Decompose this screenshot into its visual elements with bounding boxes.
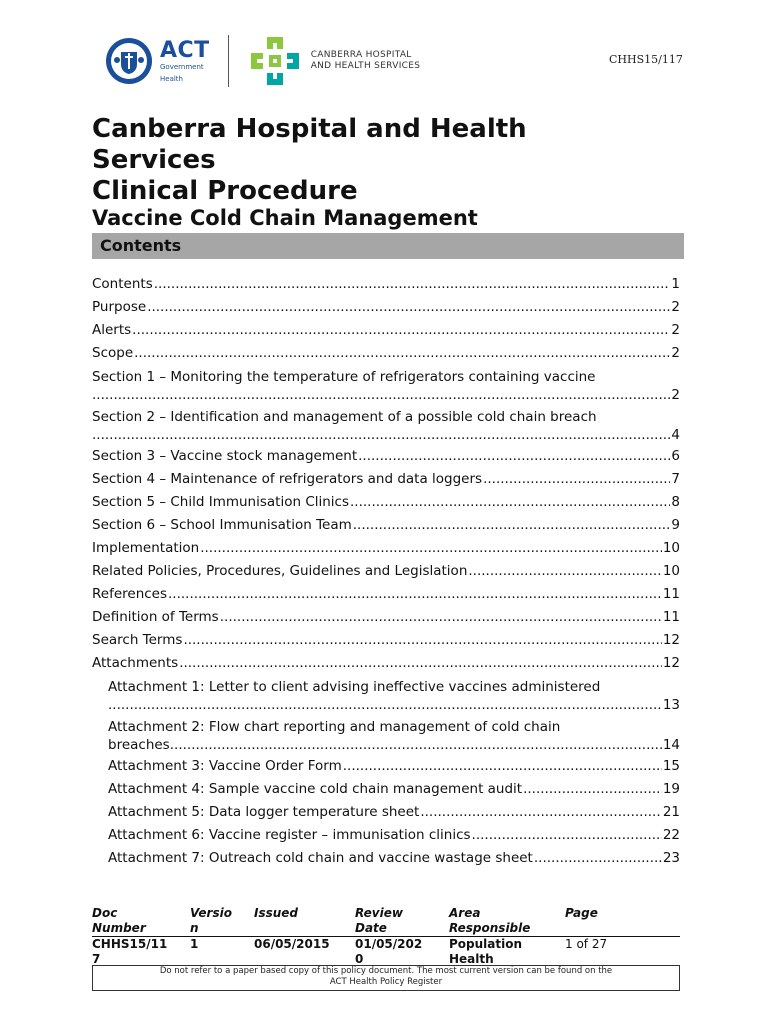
toc-entry-page: 23 xyxy=(662,850,680,866)
toc-entry-page: 12 xyxy=(662,632,680,648)
toc-leader xyxy=(108,697,663,713)
toc-entry-label: Attachment 6: Vaccine register – immunisation clinics xyxy=(108,827,471,843)
footer-header-cell xyxy=(565,906,665,936)
toc-leader xyxy=(92,427,671,443)
toc-entry[interactable] xyxy=(92,368,680,408)
toc-entry-label: Section 5 – Child Immunisation Clinics xyxy=(92,494,350,510)
toc-leader xyxy=(353,517,671,533)
toc-leader xyxy=(472,827,662,843)
toc-leader xyxy=(200,540,662,556)
toc-entry[interactable] xyxy=(92,632,680,655)
act-logo-government: Government xyxy=(160,62,204,71)
toc-leader xyxy=(147,299,670,315)
footer-header-cell xyxy=(92,906,190,936)
footer-value-cell xyxy=(565,937,665,967)
chs-logo xyxy=(247,33,421,89)
contents-heading-bar xyxy=(92,233,684,259)
toc-entry[interactable] xyxy=(92,408,680,448)
toc-entry-label: Attachment 1: Letter to client advising ineffective vaccines administered xyxy=(108,679,601,695)
title-line-2: Services xyxy=(92,145,216,175)
title-line-1: Canberra Hospital and Health xyxy=(92,114,527,144)
toc-entry-page: 22 xyxy=(662,827,680,843)
toc-entry-page: 21 xyxy=(662,804,680,820)
act-logo-text: ACT xyxy=(160,37,210,63)
toc-entry[interactable] xyxy=(92,471,680,494)
toc-entry[interactable] xyxy=(92,540,680,563)
toc-entry-page: 10 xyxy=(662,540,680,556)
footer-value-cell xyxy=(355,937,449,967)
footer-value-text: 1 xyxy=(190,937,199,951)
toc-entry-label: Attachment 4: Sample vaccine cold chain management audit xyxy=(108,781,523,797)
footer-header-text: Responsible xyxy=(449,921,531,935)
toc-entry-page: 2 xyxy=(671,387,680,403)
toc-entry-label: Contents xyxy=(92,276,153,292)
toc-entry-page: 2 xyxy=(671,299,680,315)
toc-entry-page: 6 xyxy=(671,448,680,464)
notice-line-2: ACT Health Policy Register xyxy=(329,977,443,987)
toc-leader xyxy=(358,448,670,464)
toc-entry-page: 7 xyxy=(671,471,680,487)
toc-leader xyxy=(168,586,662,602)
act-coat-of-arms-icon xyxy=(104,36,154,86)
toc-leader xyxy=(468,563,661,579)
toc-leader xyxy=(343,758,662,774)
toc-entry[interactable] xyxy=(108,781,680,804)
toc-entry-page: 4 xyxy=(671,427,680,443)
footer-value-cell xyxy=(254,937,355,967)
footer-value-text: Population xyxy=(449,937,523,951)
toc-entry-page: 1 xyxy=(671,276,680,292)
toc-entry-label: Purpose xyxy=(92,299,147,315)
footer-header-text: Number xyxy=(92,921,146,935)
header-logos xyxy=(104,33,420,89)
document-code: CHHS15/117 xyxy=(609,53,683,66)
toc-entry[interactable] xyxy=(92,322,680,345)
toc-entry-label: Section 4 – Maintenance of refrigerators and data loggers xyxy=(92,471,483,487)
act-government-logo xyxy=(104,36,210,86)
contents-heading: Contents xyxy=(100,236,182,255)
document-subtitle: Vaccine Cold Chain Management xyxy=(92,206,478,230)
toc-entry-label: Section 2 – Identification and management of a possible cold chain breach xyxy=(92,409,597,425)
footer-value-text: CHHS15/11 xyxy=(92,937,168,951)
toc-entry-page: 11 xyxy=(662,586,680,602)
toc-leader xyxy=(350,494,670,510)
toc-entry-label: Attachment 5: Data logger temperature sheet xyxy=(108,804,420,820)
toc-leader xyxy=(534,850,662,866)
toc-entry-label: Attachment 7: Outreach cold chain and vaccine wastage sheet xyxy=(108,850,533,866)
toc-entry-label: Alerts xyxy=(92,322,132,338)
footer-header-cell xyxy=(355,906,449,936)
toc-entry-label: Section 1 – Monitoring the temperature of refrigerators containing vaccine xyxy=(92,369,596,385)
toc-leader xyxy=(483,471,670,487)
footer-header-cell xyxy=(190,906,254,936)
toc-entry-page: 15 xyxy=(662,758,680,774)
footer-value-text: 01/05/202 xyxy=(355,937,423,951)
toc-entry[interactable] xyxy=(108,804,680,827)
toc-leader xyxy=(132,322,670,338)
toc-leader xyxy=(523,781,662,797)
toc-entry-label: References xyxy=(92,586,168,602)
footer-value-cell xyxy=(449,937,565,967)
footer-value-text: 7 xyxy=(92,952,101,966)
toc-entry-label: Search Terms xyxy=(92,632,183,648)
toc-entry[interactable] xyxy=(92,517,680,540)
toc-entry-page: 9 xyxy=(671,517,680,533)
toc-entry[interactable] xyxy=(92,299,680,322)
toc-entry-label: Definition of Terms xyxy=(92,609,219,625)
toc-entry-label: Implementation xyxy=(92,540,200,556)
toc-leader xyxy=(154,276,671,292)
footer-header-text: Date xyxy=(355,921,387,935)
footer-header-cell xyxy=(254,906,355,936)
toc-leader xyxy=(170,737,663,753)
toc-entry[interactable] xyxy=(108,718,680,758)
footer-value-cell xyxy=(190,937,254,967)
footer-value-row xyxy=(92,936,680,967)
toc-entry[interactable] xyxy=(92,345,680,368)
toc-leader xyxy=(183,632,661,648)
footer-value-text: 0 xyxy=(355,952,364,966)
document-control-table xyxy=(92,906,680,967)
toc-entry-page: 10 xyxy=(662,563,680,579)
footer-header-text: Area xyxy=(449,906,481,920)
toc-entry[interactable] xyxy=(108,758,680,781)
toc-entry[interactable] xyxy=(92,655,680,678)
health-cross-icon xyxy=(247,33,303,89)
toc-entry-page: 19 xyxy=(662,781,680,797)
chs-logo-line2: AND HEALTH SERVICES xyxy=(310,61,421,71)
toc-entry[interactable] xyxy=(108,827,680,850)
toc-leader xyxy=(134,345,670,361)
toc-entry[interactable] xyxy=(108,850,680,873)
toc-entry[interactable] xyxy=(92,563,680,586)
toc-entry-page: 2 xyxy=(671,345,680,361)
toc-entry-page: 11 xyxy=(662,609,680,625)
toc-entry-label: Attachment 2: Flow chart reporting and management of cold chain xyxy=(108,719,561,735)
toc-entry-label: Scope xyxy=(92,345,134,361)
footer-header-text: Doc xyxy=(92,906,118,920)
toc-entry[interactable] xyxy=(92,609,680,632)
policy-register-notice xyxy=(92,965,680,991)
toc-entry-label: Attachment 3: Vaccine Order Form xyxy=(108,758,342,774)
title-line-3: Clinical Procedure xyxy=(92,176,358,206)
toc-entry-label-cont: breaches xyxy=(108,737,170,753)
footer-value-text: 1 of 27 xyxy=(565,937,608,951)
toc-leader xyxy=(420,804,661,820)
footer-value-text: 06/05/2015 xyxy=(254,937,330,951)
toc-entry-label: Attachments xyxy=(92,655,179,671)
toc-entry-page: 2 xyxy=(671,322,680,338)
footer-header-cell xyxy=(449,906,565,936)
table-of-contents xyxy=(92,276,680,873)
toc-leader xyxy=(92,387,671,403)
footer-header-text: Review xyxy=(355,906,403,920)
footer-header-text: Versio xyxy=(190,906,232,920)
toc-entry[interactable] xyxy=(92,276,680,299)
notice-line-1: Do not refer to a paper based copy of this policy document. The most current version can be found on the xyxy=(159,966,613,976)
toc-entry-label: Related Policies, Procedures, Guidelines and Legislation xyxy=(92,563,468,579)
toc-leader xyxy=(220,609,662,625)
toc-entry-page: 14 xyxy=(662,737,680,753)
toc-entry[interactable] xyxy=(92,448,680,471)
toc-entry[interactable] xyxy=(92,494,680,517)
toc-entry[interactable] xyxy=(108,678,680,718)
footer-header-text: n xyxy=(190,921,199,935)
logo-divider xyxy=(228,35,229,87)
toc-entry-page: 12 xyxy=(662,655,680,671)
footer-header-row xyxy=(92,906,680,936)
toc-entry[interactable] xyxy=(92,586,680,609)
footer-header-text: Issued xyxy=(254,906,299,920)
toc-entry-label: Section 3 – Vaccine stock management xyxy=(92,448,358,464)
act-logo-health: Health xyxy=(160,74,183,83)
footer-value-cell xyxy=(92,937,190,967)
toc-entry-page: 8 xyxy=(671,494,680,510)
toc-leader xyxy=(179,655,662,671)
footer-header-text: Page xyxy=(565,906,598,920)
toc-entry-label: Section 6 – School Immunisation Team xyxy=(92,517,352,533)
document-title xyxy=(92,114,692,207)
footer-value-text: Health xyxy=(449,952,494,966)
chs-logo-line1: CANBERRA HOSPITAL xyxy=(310,50,412,60)
toc-entry-page: 13 xyxy=(662,697,680,713)
